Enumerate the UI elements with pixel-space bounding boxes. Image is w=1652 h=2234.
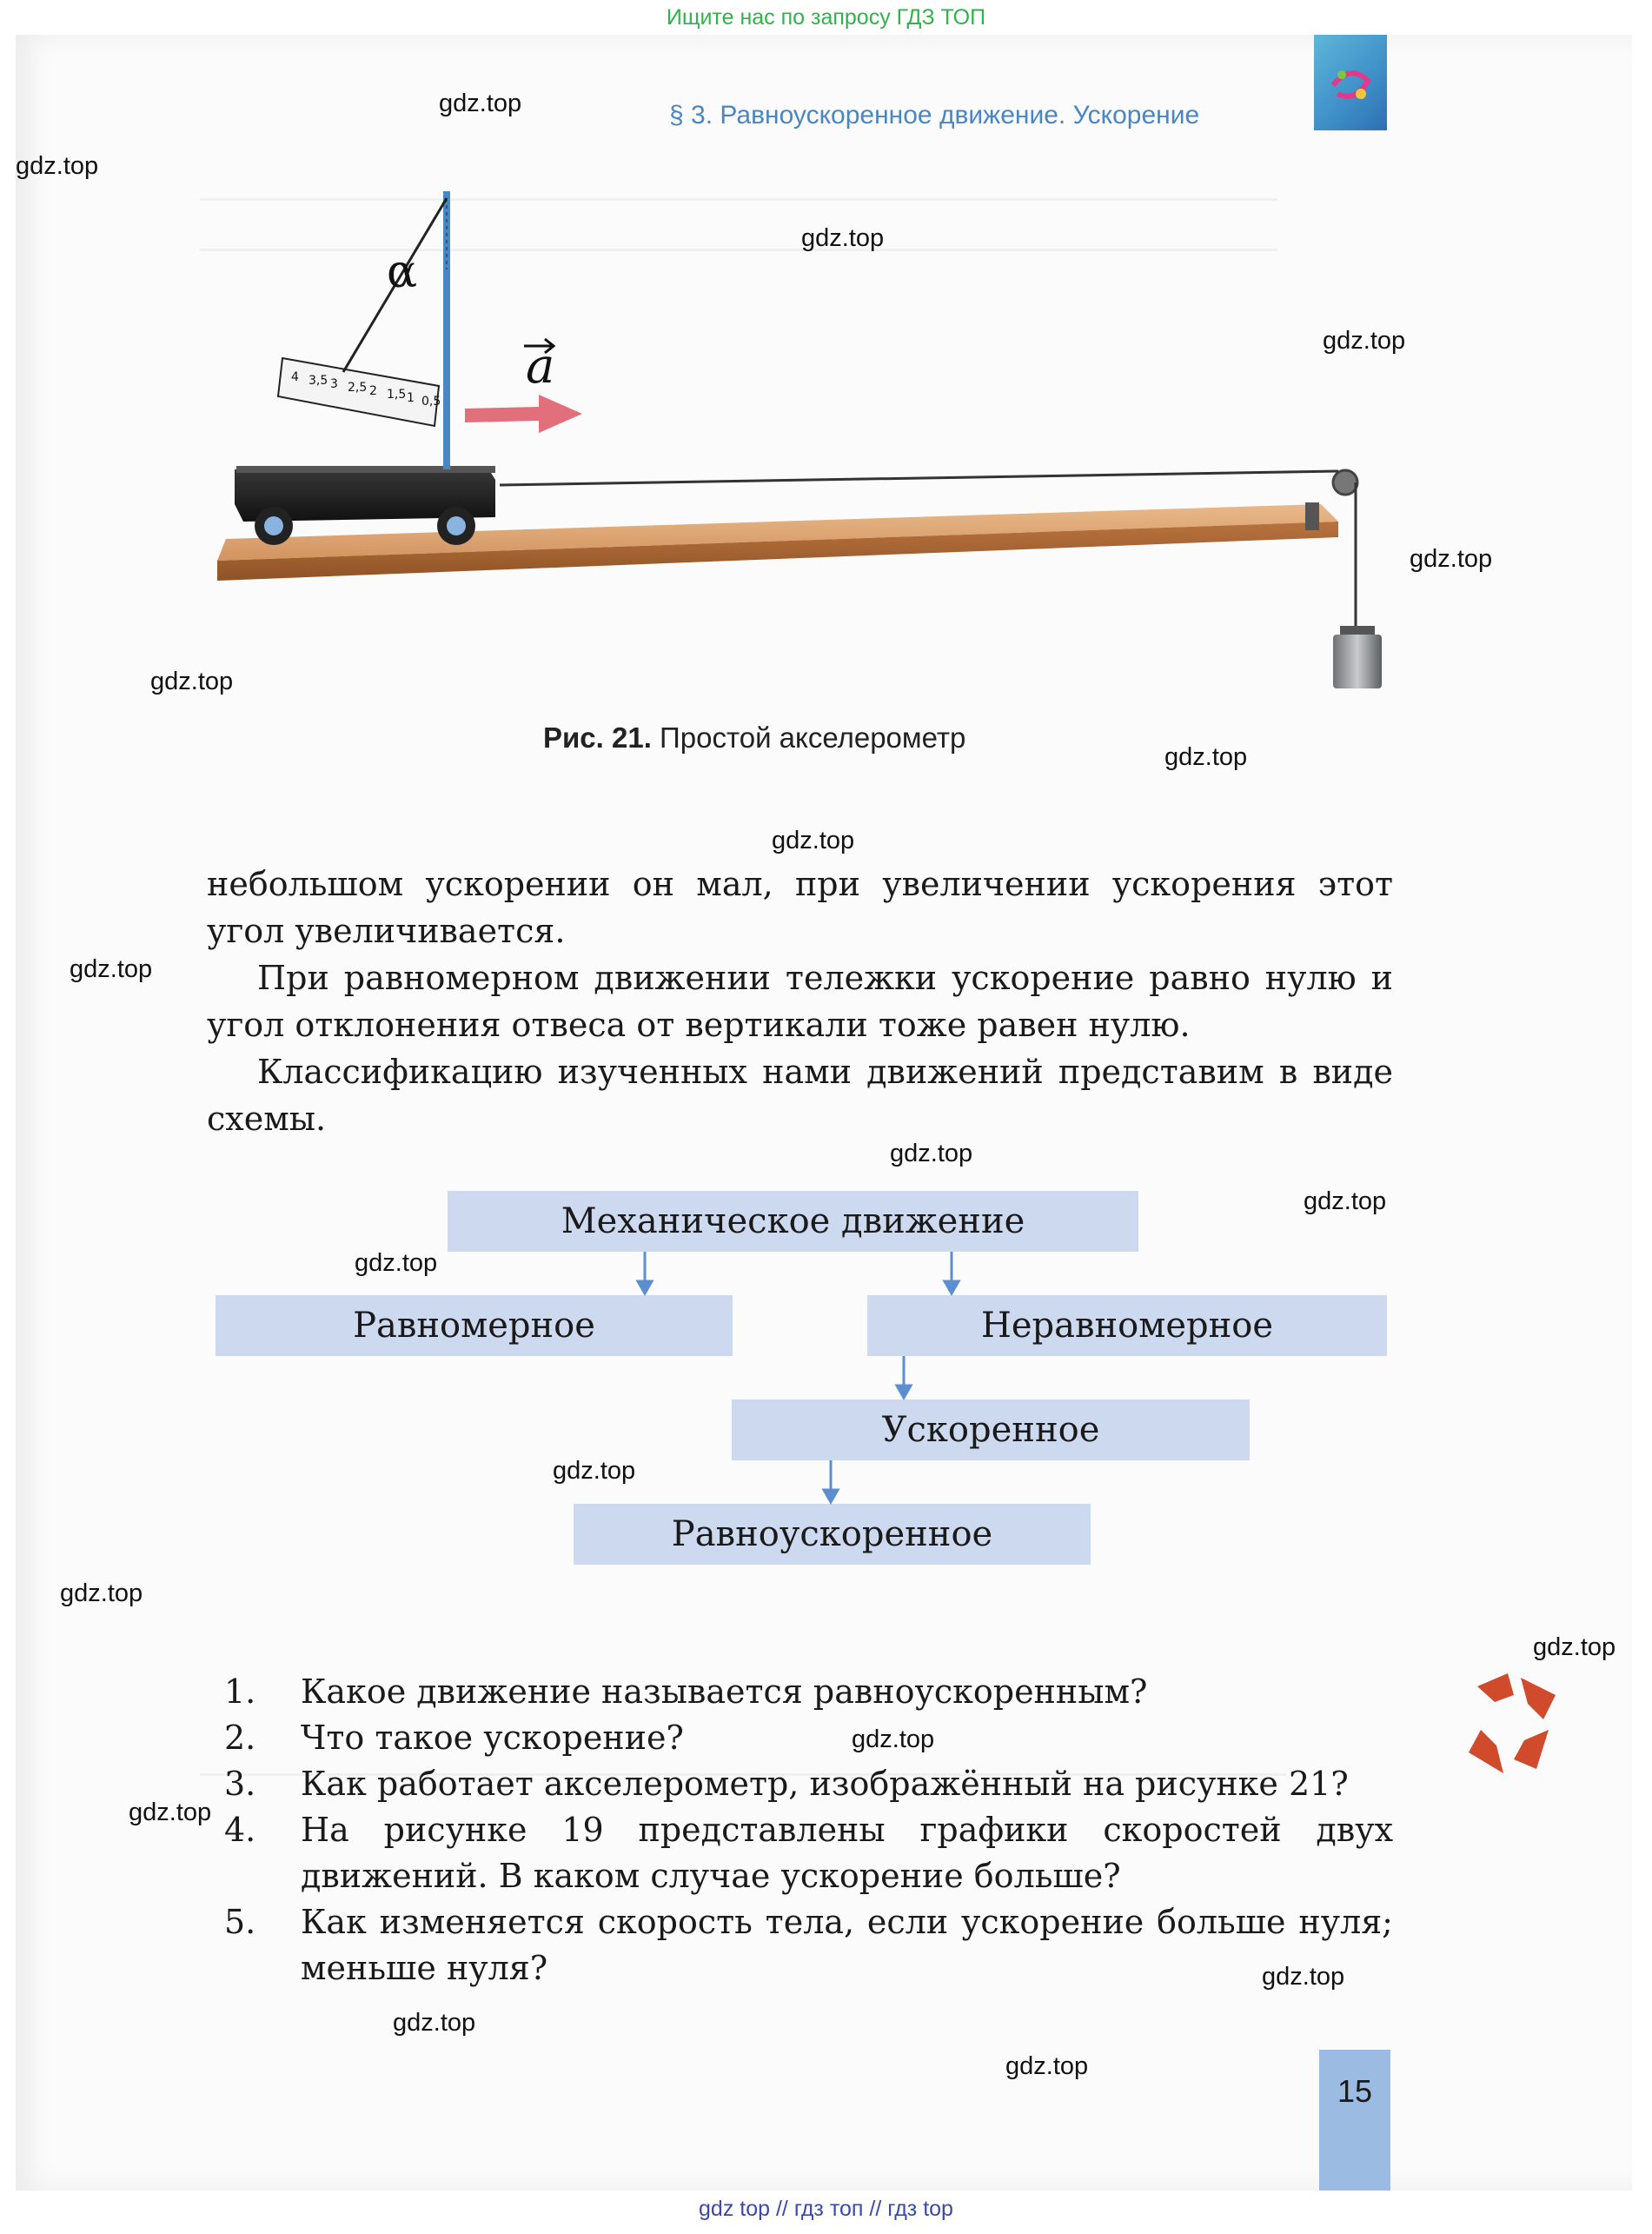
watermark: gdz.top (393, 2009, 476, 2037)
watermark: gdz.top (355, 1249, 438, 1277)
paragraph: Классификацию изученных нами движений представим в виде схемы. (207, 1053, 1393, 1138)
scale-tick-label: 1,5 (387, 388, 407, 402)
question-number: 4. (224, 1811, 256, 1849)
watermark: gdz.top (772, 827, 855, 854)
gdz-badge-icon (1460, 1669, 1564, 1782)
question-item (224, 1807, 1393, 1899)
paragraph: небольшом ускорении он мал, при увеличении ускорения этот угол увеличивается. (207, 865, 1393, 950)
watermark: gdz.top (1262, 1963, 1345, 1991)
caption-text: Простой акселерометр (660, 721, 966, 754)
caption-number: Рис. 21. (543, 721, 652, 754)
scale-tick-label: 0,5 (421, 395, 441, 409)
question-number: 1. (224, 1672, 256, 1711)
watermark: gdz.top (439, 90, 522, 117)
question-item (224, 1899, 1393, 1991)
scheme-box-uniformly-accelerated: Равноускоренное (574, 1504, 1091, 1565)
watermark: gdz.top (16, 152, 99, 180)
scheme-box-mechanical-motion: Механическое движение (448, 1191, 1138, 1252)
review-questions (224, 1669, 1393, 1991)
scale-tick-label: 3 (330, 377, 338, 391)
watermark: gdz.top (1410, 545, 1493, 573)
question-item (224, 1669, 1393, 1715)
page-number: 15 (1337, 2073, 1373, 2109)
watermark: gdz.top (553, 1457, 636, 1485)
watermark: gdz.top (852, 1725, 935, 1753)
question-number: 3. (224, 1765, 256, 1803)
scheme-box-uniform: Равномерное (216, 1295, 733, 1356)
question-number: 5. (224, 1903, 256, 1941)
scale-tick-label: 2 (369, 384, 377, 398)
question-number: 2. (224, 1719, 256, 1757)
scheme-box-accelerated: Ускоренное (732, 1400, 1250, 1460)
watermark: gdz.top (1005, 2052, 1089, 2080)
scale-tick-label: 3,5 (309, 374, 328, 388)
watermark: gdz.top (1323, 327, 1406, 355)
watermark: gdz.top (70, 955, 153, 983)
scheme-box-nonuniform: Неравномерное (867, 1295, 1387, 1356)
question-text: На рисунке 19 представлены графики скоростей двух движений. В каком случае ускорение больше? (301, 1811, 1393, 1895)
scale-tick-label: 1 (407, 391, 415, 405)
angle-label: α (387, 246, 418, 298)
question-text: Как работает акселерометр, изображённый на рисунке 21? (301, 1765, 1349, 1803)
question-text: Какое движение называется равноускоренным? (301, 1672, 1148, 1711)
scale-tick-label: 4 (291, 370, 299, 384)
watermark: gdz.top (60, 1579, 143, 1607)
question-item (224, 1761, 1393, 1807)
page-number-tab (1319, 2050, 1390, 2191)
question-text: Как изменяется скорость тела, если ускорение больше нуля; меньше нуля? (301, 1903, 1393, 1987)
watermark: gdz.top (890, 1140, 973, 1167)
watermark: gdz.top (150, 668, 234, 695)
scale-tick-label: 2,5 (348, 381, 368, 395)
watermark: gdz.top (1533, 1633, 1616, 1661)
watermark: gdz.top (1164, 743, 1248, 771)
running-head: § 3. Равноускоренное движение. Ускорение (669, 101, 1200, 130)
vector-label: a (526, 338, 555, 395)
watermark: gdz.top (801, 224, 885, 252)
watermark: gdz.top (129, 1799, 212, 1826)
top-banner[interactable]: Ищите нас по запросу ГДЗ ТОП (666, 5, 986, 30)
question-item (224, 1715, 1393, 1761)
paragraph: При равномерном движении тележки ускорение равно нулю и угол отклонения отвеса от вертикали тоже равен нулю. (207, 959, 1393, 1044)
watermark: gdz.top (1304, 1187, 1387, 1215)
question-text: Что такое ускорение? (301, 1719, 684, 1757)
footer-links[interactable]: gdz top // гдз топ // гдз top (699, 2197, 953, 2221)
